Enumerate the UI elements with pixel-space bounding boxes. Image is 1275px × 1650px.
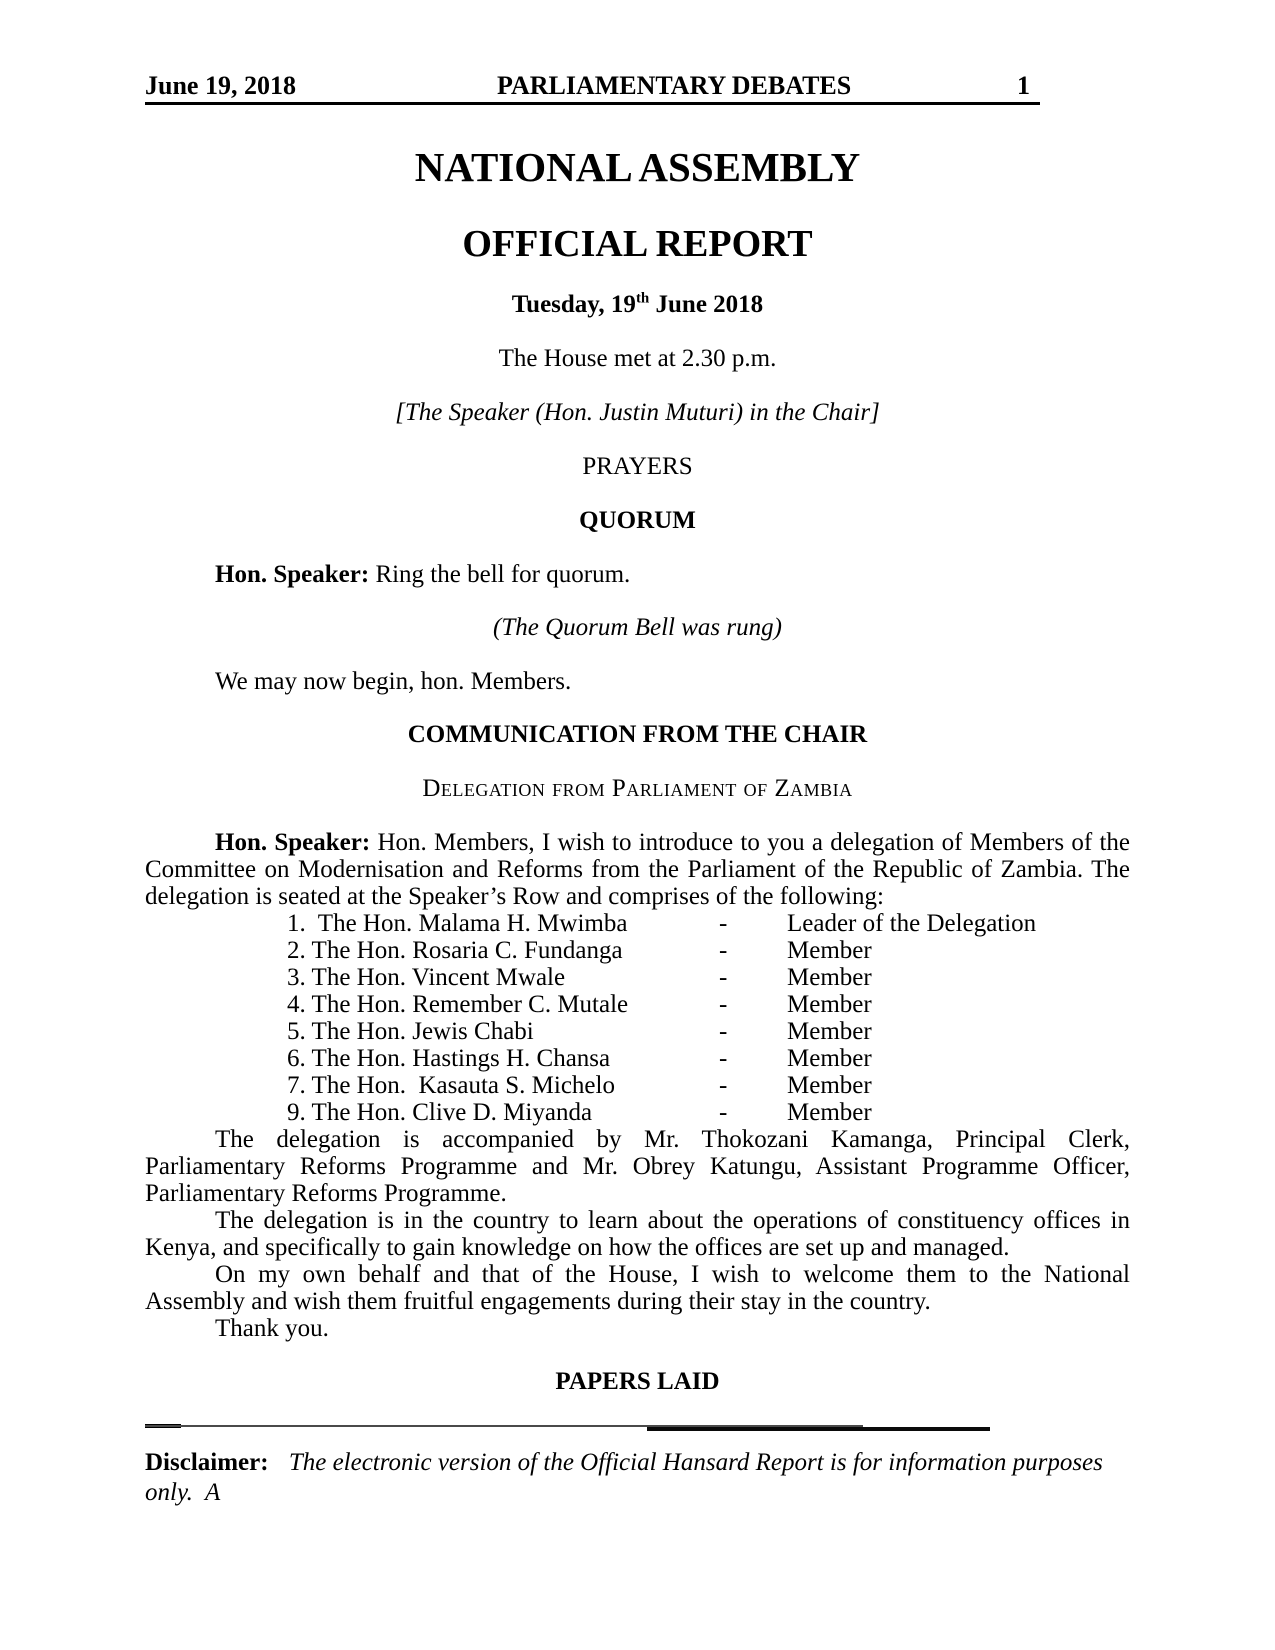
- delegation-row: [287, 910, 1130, 937]
- delegation-row: [287, 991, 1130, 1018]
- delegate-name: 4. The Hon. Remember C. Mutale: [287, 991, 629, 1018]
- footer-rule: [145, 1424, 990, 1432]
- report-title: OFFICIAL REPORT: [462, 223, 813, 265]
- delegate-name: 6. The Hon. Hastings H. Chansa: [287, 1045, 611, 1072]
- delegate-separator: -: [719, 1099, 728, 1126]
- footer-rule-heavy: [647, 1427, 990, 1431]
- delegate-name: 5. The Hon. Jewis Chabi: [287, 1018, 534, 1045]
- delegate-separator: -: [719, 937, 728, 964]
- delegation-row: [287, 964, 1130, 991]
- delegate-separator: -: [719, 1072, 728, 1099]
- delegate-name: 3. The Hon. Vincent Mwale: [287, 964, 566, 991]
- delegate-role: Member: [787, 964, 872, 991]
- delegation-row: [287, 937, 1130, 964]
- paragraph-thanks: Thank you.: [215, 1315, 329, 1342]
- delegate-separator: -: [719, 910, 728, 937]
- delegation-row: [287, 1072, 1130, 1099]
- sitting-date-ordinal: th: [635, 290, 650, 307]
- delegate-role: Member: [787, 937, 872, 964]
- communication-intro: [145, 829, 1130, 910]
- delegation-row: [287, 1045, 1130, 1072]
- section-heading-papers-laid: PAPERS LAID: [555, 1368, 720, 1395]
- delegation-row: [287, 1018, 1130, 1045]
- delegate-name: 2. The Hon. Rosaria C. Fundanga: [287, 937, 623, 964]
- house-met-line: The House met at 2.30 p.m.: [498, 345, 777, 372]
- speaker-label: Hon. Speaker:: [215, 829, 371, 856]
- quorum-speaker-line: [145, 561, 1130, 588]
- assembly-title: NATIONAL ASSEMBLY: [414, 144, 861, 190]
- paragraph-accompanied: The delegation is accompanied by Mr. Thokozani Kamanga, Principal Clerk, Parliamentary Reforms Programme and Mr. Obrey Katungu, Assistant Programme Officer, Parliamentary Reforms Programme.: [145, 1126, 1130, 1207]
- delegate-name: 9. The Hon. Clive D. Miyanda: [287, 1099, 593, 1126]
- paragraph-purpose: The delegation is in the country to learn about the operations of constituency offices in Kenya, and specifically to gain knowledge on how the offices are set up and managed.: [145, 1207, 1130, 1261]
- page-header: [145, 72, 1040, 105]
- header-title: PARLIAMENTARY DEBATES: [497, 71, 852, 100]
- disclaimer-label: Disclaimer:: [145, 1449, 269, 1476]
- delegate-role: Member: [787, 1018, 872, 1045]
- delegate-name: 1. The Hon. Malama H. Mwimba: [287, 910, 628, 937]
- stage-direction-bell: (The Quorum Bell was rung): [493, 614, 782, 641]
- disclaimer: [145, 1448, 1130, 1508]
- communication-subheading: Delegation from Parliament of Zambia: [422, 775, 853, 802]
- delegate-separator: -: [719, 1018, 728, 1045]
- delegate-separator: -: [719, 964, 728, 991]
- sitting-date-suffix: June 2018: [649, 291, 764, 318]
- delegate-role: Member: [787, 1099, 872, 1126]
- header-page-number: 1: [1017, 71, 1030, 100]
- section-heading-quorum: QUORUM: [579, 507, 696, 534]
- sitting-date-prefix: Tuesday, 19: [511, 291, 636, 318]
- prayers-line: PRAYERS: [582, 453, 693, 480]
- delegate-separator: -: [719, 1045, 728, 1072]
- delegate-role: Member: [787, 1045, 872, 1072]
- paragraph-welcome: On my own behalf and that of the House, I wish to welcome them to the National Assembly and wish them fruitful engagements during their stay in the country.: [145, 1261, 1130, 1315]
- delegate-separator: -: [719, 991, 728, 1018]
- section-heading-communication: COMMUNICATION FROM THE CHAIR: [407, 721, 868, 748]
- delegation-row: [287, 1099, 1130, 1126]
- delegate-role: Leader of the Delegation: [787, 910, 1037, 937]
- chair-note: [The Speaker (Hon. Justin Muturi) in the Chair]: [395, 399, 880, 426]
- delegate-role: Member: [787, 1072, 872, 1099]
- delegate-role: Member: [787, 991, 872, 1018]
- disclaimer-text: The electronic version of the Official Hansard Report is for information purposes only. A: [145, 1449, 1110, 1506]
- delegate-name: 7. The Hon. Kasauta S. Michelo: [287, 1072, 615, 1099]
- speaker-label: Hon. Speaker:: [215, 561, 370, 588]
- speaker-utterance: Ring the bell for quorum.: [369, 561, 631, 588]
- quorum-resume-line: We may now begin, hon. Members.: [215, 668, 572, 695]
- speaker-utterance: Hon. Members, I wish to introduce to you a delegation of Members of the Committee on Modernisation and Reforms from the Parliament of the Republic of Zambia. The delegation is seated at the Speaker’s Row and comprises of the following:: [145, 829, 1130, 910]
- delegation-list: [145, 910, 1130, 1126]
- sitting-date: [145, 291, 1130, 319]
- header-date: June 19, 2018: [145, 71, 296, 100]
- page-footer: [145, 1424, 1130, 1508]
